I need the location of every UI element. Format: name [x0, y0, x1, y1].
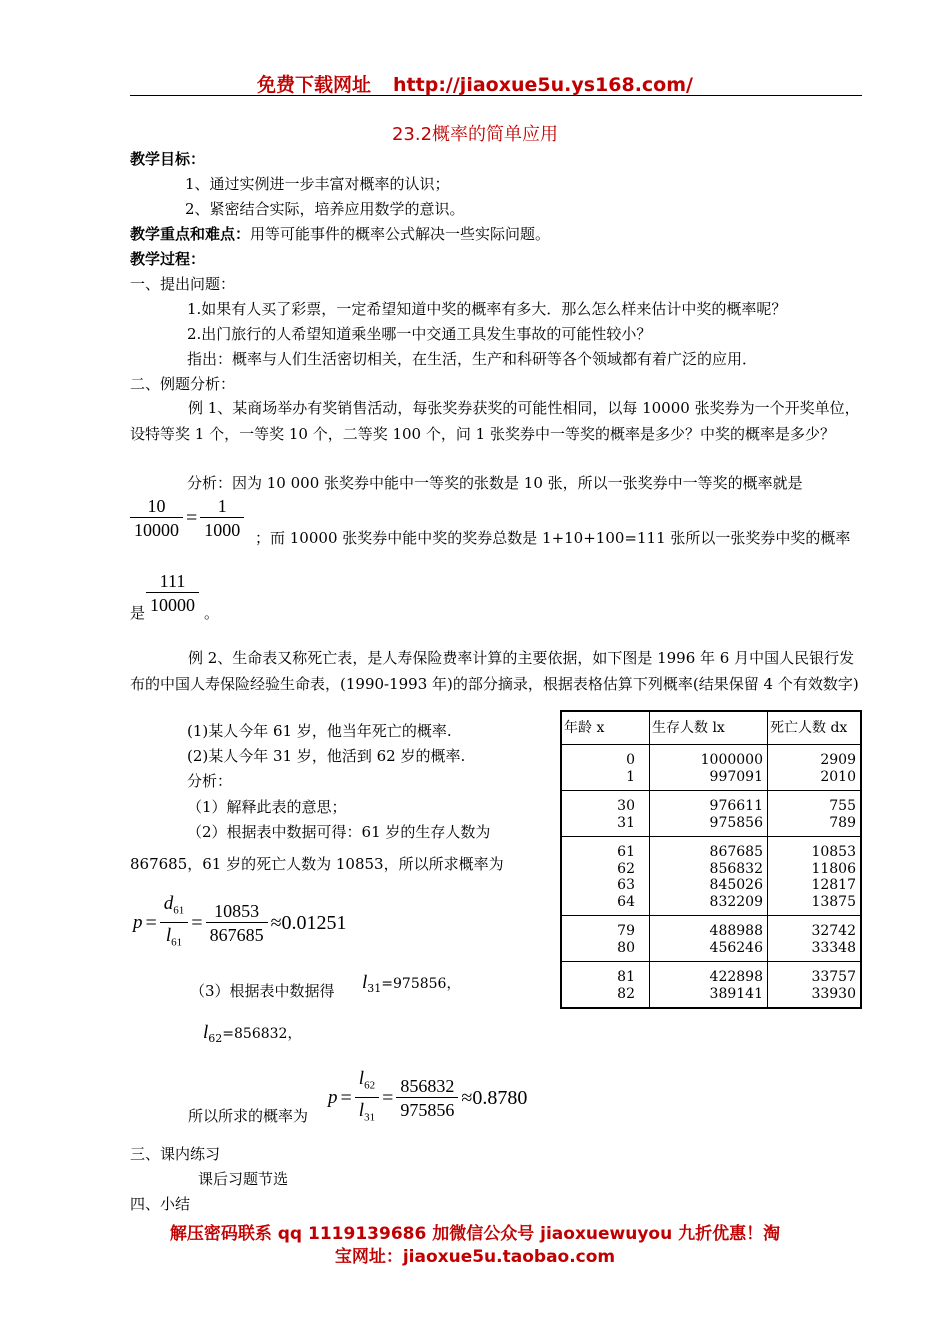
key-heading: 教学重点和难点：	[130, 225, 251, 243]
equation-2: p = $\frac{l_{62}}{l_{31}}$ = $\frac{856832}{975856}$ ≈0.8780	[328, 1067, 530, 1129]
example-1-analysis: 分析：因为 10 000 张奖券中能中一等奖的张数是 10 张，所以一张奖券中一等奖的概率就是	[187, 474, 803, 492]
page-header	[0, 70, 950, 97]
s1-note: 指出：概率与人们生活密切相关，在生活，生产和科研等各个领域都有着广泛的应用．	[187, 350, 758, 368]
key-points	[130, 223, 550, 244]
table-cell-value: 0	[626, 752, 635, 768]
analysis-step-1: （1）解释此表的意思；	[187, 798, 347, 816]
table-cell-value: 63	[617, 877, 635, 893]
table-cell-value: 1	[626, 768, 635, 785]
fraction-1-over-1000: $\frac{1}{1000}$	[200, 495, 244, 542]
table-cell-value: 389141	[709, 985, 763, 1002]
example-2: 例 2、生命表又称死亡表，是人寿保险费率计算的主要依据，如下图是 1996 年 6 月中国人民银行发布的中国人寿保险经验生命表，(1990-1993 年)的部分摘录，根据表格估算下列概率(结果保留 4 个有效数字)	[130, 649, 859, 693]
table-cell-value: 856832	[709, 860, 763, 877]
footer-line-1: 解压密码联系 qq 1119139686 加微信公众号 jiaoxuewuyou 九折优惠！淘	[169, 1224, 781, 1244]
key-text: 用等可能事件的概率公式解决一些实际问题。	[250, 225, 551, 243]
goal-1: 1、通过实例进一步丰富对概率的认识；	[185, 175, 450, 193]
survivors-cell	[650, 962, 768, 1009]
life-table-header	[561, 711, 861, 745]
example-2-analysis: 分析：	[187, 772, 233, 790]
table-cell-value: 80	[617, 939, 635, 956]
table-cell-value: 2010	[820, 768, 856, 785]
life-table-group	[561, 837, 861, 916]
table-cell-value: 79	[617, 923, 635, 939]
table-cell-value: 867685	[709, 844, 763, 860]
table-cell-value: 11806	[811, 860, 856, 877]
table-cell-value: 997091	[709, 768, 763, 785]
is-label: 是	[130, 604, 146, 622]
header-url[interactable]: http://jiaoxue5u.ys168.com/	[393, 74, 693, 96]
fraction-d61-over-l61: $\frac{d_{61}}{l_{61}}$	[160, 892, 189, 954]
s4-heading: 四、小结	[130, 1195, 191, 1213]
table-cell-value: 422898	[709, 969, 763, 985]
life-table-group	[561, 916, 861, 962]
table-cell-value: 2909	[820, 752, 856, 768]
example-2-part-2: (2)某人今年 31 岁，他活到 62 岁的概率.	[187, 747, 466, 765]
life-table-group	[561, 962, 861, 1009]
s1-heading: 一、提出问题：	[130, 275, 236, 293]
fraction-111-over-10000: $\frac{111}{10000}$	[146, 570, 199, 617]
goal-2: 2、紧密结合实际，培养应用数学的意识。	[185, 200, 465, 218]
header-rule	[130, 95, 862, 96]
process-heading: 教学过程：	[130, 250, 206, 268]
table-cell-value: 13875	[811, 893, 856, 910]
age-cell	[561, 837, 650, 916]
s3-heading: 三、课内练习	[130, 1145, 221, 1163]
deaths-cell	[768, 745, 862, 791]
table-cell-value: 82	[617, 985, 635, 1002]
table-cell-value: 10853	[811, 844, 856, 860]
example-1: 例 1、某商场举办有奖销售活动，每张奖券获奖的可能性相同，以每 10000 张奖券为一个开奖单位，设特等奖 1 个，一等奖 10 个，二等奖 100 个，问 1 张奖券中一等奖的概率是多少？中奖的概率是多少？	[130, 399, 860, 443]
deaths-cell	[768, 962, 862, 1009]
table-cell-value: 789	[829, 814, 856, 831]
table-cell-value: 33757	[811, 969, 856, 985]
survivors-cell	[650, 916, 768, 962]
deaths-cell	[768, 916, 862, 962]
age-cell	[561, 791, 650, 837]
table-cell-value: 30	[617, 798, 635, 814]
table-cell-value: 12817	[811, 877, 856, 893]
table-cell-value: 1000000	[700, 752, 763, 768]
probability-label: 所以所求的概率为	[188, 1107, 309, 1125]
table-cell-value: 975856	[709, 814, 763, 831]
example-1-analysis-cont: ；而 10000 张奖券中能中奖的奖券总数是 1+10+100=111 张所以一张奖券中奖的概率	[255, 529, 851, 547]
goals-heading: 教学目标：	[130, 150, 206, 168]
life-table-group	[561, 745, 861, 791]
doc-title: 23.2概率的简单应用	[391, 124, 559, 145]
col-survivors-header: 生存人数 lx	[650, 711, 768, 745]
survivors-cell	[650, 791, 768, 837]
s3-text: 课后习题节选	[198, 1170, 289, 1188]
survivors-cell	[650, 837, 768, 916]
equation-1: p = $\frac{d_{61}}{l_{61}}$ = $\frac{10853}{867685}$ ≈0.01251	[133, 892, 350, 954]
fraction-10853-over-867685: $\frac{10853}{867685}$	[206, 900, 268, 947]
table-cell-value: 976611	[709, 798, 763, 814]
footer-line-2: 宝网址：jiaoxue5u.taobao.com	[334, 1247, 616, 1267]
table-cell-value: 33348	[811, 939, 856, 956]
table-cell-value: 81	[617, 969, 635, 985]
table-cell-value: 62	[617, 860, 635, 877]
s2-heading: 二、例题分析：	[130, 375, 236, 393]
survivors-cell	[650, 745, 768, 791]
fraction-856832-over-975856: $\frac{856832}{975856}$	[396, 1075, 458, 1122]
table-cell-value: 61	[617, 844, 635, 860]
header-label: 免费下载网址	[257, 74, 372, 96]
analysis-step-2b: 867685，61 岁的死亡人数为 10853，所以所求概率为	[130, 855, 504, 873]
col-deaths-header: 死亡人数 dx	[768, 711, 862, 745]
fraction-10-over-10000: $\frac{10}{10000}$	[130, 495, 183, 542]
s1-question-2: 2.出门旅行的人希望知道乘坐哪一中交通工具发生事故的可能性较小？	[187, 325, 652, 343]
age-cell	[561, 745, 650, 791]
age-cell	[561, 962, 650, 1009]
table-cell-value: 488988	[709, 923, 763, 939]
fraction-l62-over-l31: $\frac{l_{62}}{l_{31}}$	[355, 1067, 379, 1129]
period: 。	[204, 604, 220, 622]
table-cell-value: 832209	[709, 893, 763, 910]
analysis-step-3: （3）根据表中数据得	[190, 982, 335, 1000]
table-cell-value: 33930	[811, 985, 856, 1002]
life-table	[560, 710, 862, 1009]
table-cell-value: 845026	[709, 877, 763, 893]
l62-value: $l_{62}=856832$，	[203, 1022, 302, 1045]
col-age-header: 年龄 x	[564, 719, 605, 736]
table-cell-value: 32742	[811, 923, 856, 939]
l31-value: $l_{31}=975856$，	[362, 972, 461, 995]
table-cell-value: 31	[617, 814, 635, 831]
fraction-equation-1: $\frac{10}{10000}$ = $\frac{1}{1000}$	[130, 495, 244, 542]
deaths-cell	[768, 837, 862, 916]
table-cell-value: 64	[617, 893, 635, 910]
age-cell	[561, 916, 650, 962]
table-cell-value: 755	[829, 798, 856, 814]
example-2-part-1: (1)某人今年 61 岁，他当年死亡的概率.	[187, 722, 452, 740]
analysis-step-2a: （2）根据表中数据可得：61 岁的生存人数为	[187, 823, 491, 841]
life-table-group	[561, 791, 861, 837]
table-cell-value: 456246	[709, 939, 763, 956]
deaths-cell	[768, 791, 862, 837]
s1-question-1: 1.如果有人买了彩票，一定希望知道中奖的概率有多大．那么怎么样来估计中奖的概率呢？	[187, 300, 787, 318]
